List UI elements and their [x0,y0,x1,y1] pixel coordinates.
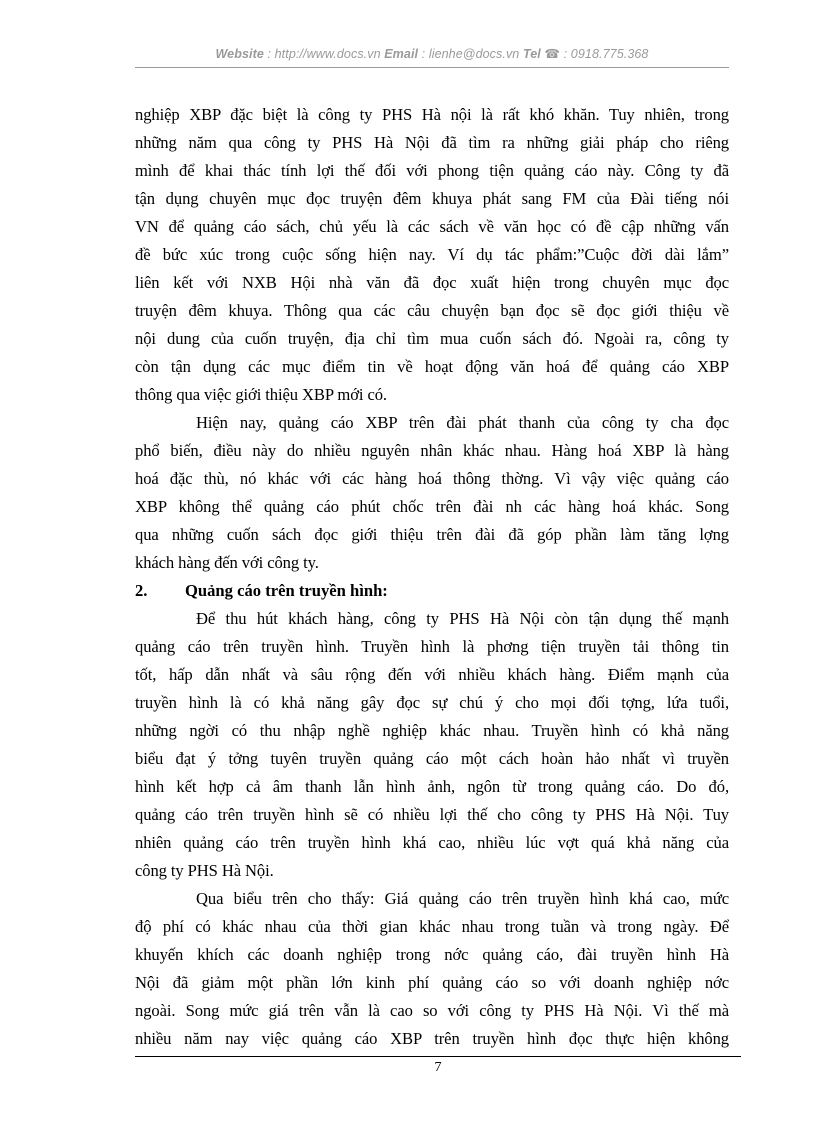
text-line: hình kết hợp cả âm thanh lẫn hình ảnh, ngôn từ trong quảng cáo. Do đó, [135,777,729,796]
text-line: những năm qua công ty PHS Hà Nội đã tìm ra những giải pháp cho riêng [135,133,729,152]
header-email-label: Email [384,47,419,61]
footer-divider [135,1056,741,1057]
text-line: nội dung của cuốn truyện, địa chỉ tìm mua cuốn sách đó. Ngoài ra, công ty [135,329,729,348]
text-line: tốt, hấp dẫn nhất và sâu rộng đến với nhiều khách hàng. Điểm mạnh của [135,665,729,684]
text-line: nghiệp XBP đặc biệt là công ty PHS Hà nội là rất khó khăn. Tuy nhiên, trong [135,105,729,124]
text-line: đề bức xúc trong cuộc sống hiện nay. Ví dụ tác phẩm:”Cuộc đời dài lắm” [135,245,729,264]
text-line: Hiện nay, quảng cáo XBP trên đài phát thanh của công ty cha đọc [196,413,729,432]
text-line: Nội đã giảm một phần lớn kinh phí quảng cáo so với doanh nghiệp nớc [135,973,729,992]
text-line: tận dụng chuyên mục đọc truyện đêm khuya phát sang FM của Đài tiếng nói [135,189,729,208]
header-divider [135,67,729,68]
text-line: thông qua việc giới thiệu XBP mới có. [135,385,387,404]
page-header [135,46,729,61]
text-line: nhiên quảng cáo trên truyền hình khá cao, nhiều lúc vợt quá khả năng của [135,833,729,852]
header-email-value: : lienhe@docs.vn [421,47,520,61]
text-line: công ty PHS Hà Nội. [135,861,274,880]
page-number: 7 [434,1060,442,1075]
text-line: độ phí có khác nhau của thời gian khác nhau trong tuần và trong ngày. Để [135,917,729,936]
text-line: truyền hình là có khả năng gây đọc sự chú ý cho mọi đối tợng, lứa tuổi, [135,693,729,712]
header-website-label: Website [215,47,264,61]
section-title: Quảng cáo trên truyền hình: [185,581,388,600]
text-line: quảng cáo trên truyền hình sẽ có nhiều lợi thế cho công ty PHS Hà Nội. Tuy [135,805,729,824]
section-number: 2. [135,581,148,600]
text-line: XBP không thể quảng cáo phút chốc trên đài nh các hàng hoá khác. Song [135,497,729,516]
text-line: biểu đạt ý tởng tuyên truyền quảng cáo một cách hoàn hảo nhất vì truyền [135,749,729,768]
header-tel-value: ☎ : 0918.775.368 [544,47,649,61]
text-line: khách hàng đến với công ty. [135,553,319,572]
text-line: ngoài. Song mức giá trên vẫn là cao so với công ty PHS Hà Nội. Vì thế mà [135,1001,729,1020]
header-website-value: : http://www.docs.vn [267,47,381,61]
text-line: Qua biểu trên cho thấy: Giá quảng cáo trên truyền hình khá cao, mức [196,889,729,908]
section-heading [135,577,729,605]
text-line: quảng cáo trên truyền hình. Truyền hình là phơng tiện truyền tải thông tin [135,637,729,656]
text-line: qua những cuốn sách đọc giới thiệu trên đài đã góp phần làm tăng lợng [135,525,729,544]
text-line: mình để khai thác tính lợi thế đối với phong tiện quảng cáo này. Công ty đã [135,161,729,180]
text-line: VN để quảng cáo sách, chủ yếu là các sách về văn học có đề cập những vấn [135,217,729,236]
text-line: Để thu hút khách hàng, công ty PHS Hà Nội còn tận dụng thế mạnh [196,609,729,628]
header-tel-label: Tel [522,47,541,61]
text-line: hoá đặc thù, nó khác với các hàng hoá thông thờng. Vì vậy việc quảng cáo [135,469,729,488]
text-line: nhiều năm nay việc quảng cáo XBP trên truyền hình đọc thực hiện không [135,1029,729,1048]
text-line: liên kết với NXB Hội nhà văn đã đọc xuất hiện trong chuyên mục đọc [135,273,729,292]
text-line: còn tận dụng các mục điểm tin về hoạt động văn hoá để quảng cáo XBP [135,357,729,376]
text-line: những ngời có thu nhập nghề nghiệp khác nhau. Truyền hình có khả năng [135,721,729,740]
text-line: phổ biến, điều này do nhiều nguyên nhân khác nhau. Hàng hoá XBP là hàng [135,441,729,460]
text-line: truyện đêm khuya. Thông qua các câu chuyện bạn đọc sẽ đọc giới thiệu về [135,301,729,320]
text-line: khuyến khích các doanh nghiệp trong nớc quảng cáo, đài truyền hình Hà [135,945,729,964]
